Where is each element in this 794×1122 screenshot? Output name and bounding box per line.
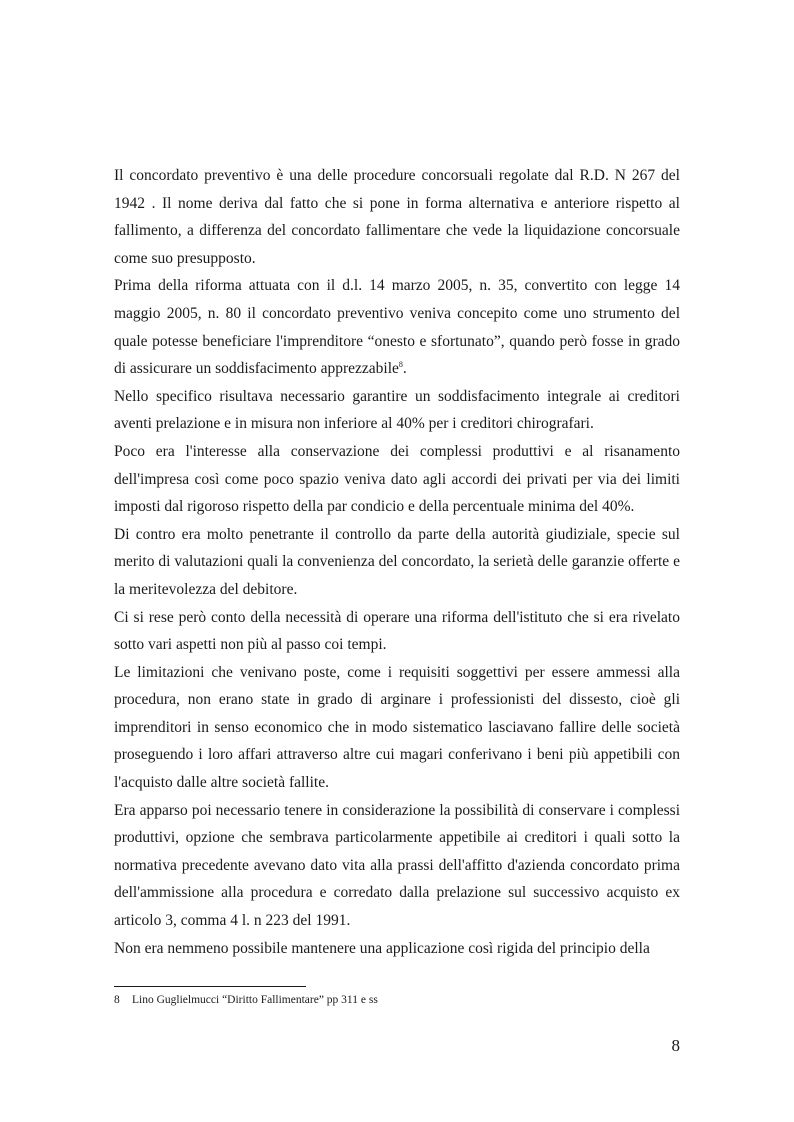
- footnote-number: 8: [114, 994, 120, 1006]
- footnote-separator: [114, 986, 306, 987]
- paragraph-2: [114, 272, 680, 382]
- footnote-text: Lino Guglielmucci “Diritto Fallimentare” pp 311 e ss: [132, 994, 378, 1006]
- paragraph-2-text: Prima della riforma attuata con il d.l. 14 marzo 2005, n. 35, convertito con legge 14 maggio 2005, n. 80 il concordato preventivo veniva concepito come uno strumento del quale potesse beneficiare l'imprenditore “onesto e sfortunato”, quando però fosse in grado di assicurare un soddisfacimento apprezzabile: [114, 277, 680, 378]
- paragraph-4: Poco era l'interesse alla conservazione dei complessi produttivi e al risanamento dell'impresa così come poco spazio veniva dato agli accordi dei privati per via dei limiti imposti dal rigoroso rispetto della par condicio e della percentuale minima del 40%.: [114, 442, 680, 516]
- paragraph-8: Era apparso poi necessario tenere in considerazione la possibilità di conservare i complessi produttivi, opzione che sembrava particolarmente appetibile ai creditori i quali sotto la normativa precedente avevano dato vita alla prassi dell'affitto d'azienda concordato prima dell'ammissione alla procedura e corredato dalla prelazione sul successivo acquisto ex articolo 3, comma 4 l. n 223 del 1991.: [114, 801, 680, 930]
- paragraph-3: Nello specifico risultava necessario garantire un soddisfacimento integrale ai creditori aventi prelazione e in misura non inferiore al 40% per i creditori chirografari.: [114, 387, 680, 433]
- paragraph-5: Di contro era molto penetrante il controllo da parte della autorità giudiziale, specie sul merito di valutazioni quali la convenienza del concordato, la serietà delle garanzie offerte e la meritevolezza del debitore.: [114, 525, 680, 598]
- paragraph-6: Ci si rese però conto della necessità di operare una riforma dell'istituto che si era rivelato sotto vari aspetti non più al passo coi tempi.: [114, 608, 680, 654]
- footnote: [114, 993, 378, 1008]
- paragraph-1: Il concordato preventivo è una delle procedure concorsuali regolate dal R.D. N 267 del 1942 . Il nome deriva dal fatto che si pone in forma alternativa e anteriore rispetto al fallimento, a differenza del concordato fallimentare che vede la liquidazione concorsuale come suo presupposto.: [114, 167, 680, 267]
- document-page: [114, 162, 680, 962]
- paragraph-2-end: .: [402, 360, 407, 378]
- footnote-reference[interactable]: 8: [398, 360, 403, 370]
- paragraph-7: Le limitazioni che venivano poste, come i requisiti soggettivi per essere ammessi alla procedura, non erano state in grado di arginare i professionisti del dissesto, cioè gli imprenditori in senso economico che in modo sistematico lasciavano fallire delle società proseguendo i loro affari attraverso altre cui magari conferivano i beni più appetibili con l'acquisto dalle altre società fallite.: [114, 663, 680, 792]
- page-number: 8: [671, 1036, 680, 1055]
- paragraph-9: Non era nemmeno possibile mantenere una applicazione così rigida del principio della: [114, 939, 650, 957]
- body-text: [114, 162, 680, 962]
